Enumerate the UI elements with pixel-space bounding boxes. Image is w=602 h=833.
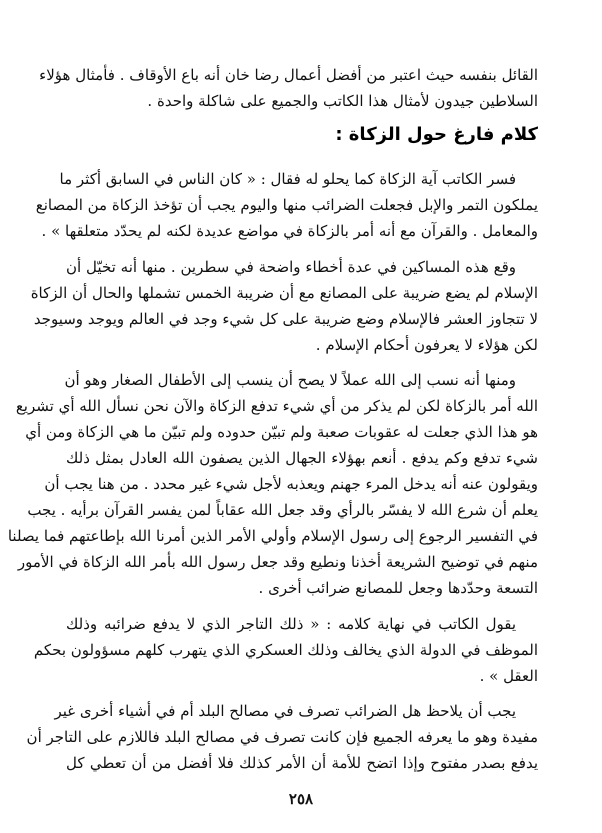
paragraph-3-line: هو هذا الذي جعلت له عقوبات صعبة ولم تبيّن حدوده ولم تبيّن ما هي الزكاة ومن أي xyxy=(25,423,538,441)
paragraph-3-line: ويقولون عنه أنه يدخل المرء جهنم ويعذبه لأجل شيء غير محدد . من هنا يجب أن xyxy=(44,475,538,493)
paragraph-2-line: لكن هؤلاء لا يعرفون أحكام الإسلام . xyxy=(315,336,538,354)
paragraph-5-line: يدفع بصدر مفتوح وإذا اتضح للأمة أن الأمر كذلك فلا أفضل من أن تعطي كل xyxy=(66,754,538,772)
paragraph-3-line: في التفسير الرجوع إلى رسول الإسلام وأولي الأمر الذين أمرنا الله بإطاعتهم فما يصلنا xyxy=(7,527,538,545)
paragraph-5-line: مفيدة وهو ما يعرفه الجميع فإن كانت تصرف في مصالح البلد فاللازم على التاجر أن xyxy=(26,728,538,746)
paragraph-3-line: يعلم أن شرع الله لا يفسّر بالرأي وقد جعل الله عقاباً لمن يفسر القرآن برأيه . يجب xyxy=(27,501,538,519)
paragraph-4-line: الموظف في الدولة الذي يخالف وذلك العسكري الذي يتهرب كلهم مسؤولون بحكم xyxy=(33,641,538,659)
paragraph-2-line: لا تتجاوز العشر فالإسلام وضع ضريبة على كل شيء وجد في العالم ويوجد وسيوجد xyxy=(33,310,538,328)
paragraph-3-line: التسعة وحدّدها وجعل للمصانع ضرائب أخرى . xyxy=(258,579,538,597)
section-heading: كلام فارغ حول الزكاة : xyxy=(335,124,538,145)
paragraph-2-line: وقع هذه المساكين في عدة أخطاء واضحة في سطرين . منها أنه تخيّل أن xyxy=(66,258,516,276)
intro-line: القائل بنفسه حيث اعتبر من أفضل أعمال رضا خان أنه باع الأوقاف . فأمثال هؤلاء xyxy=(39,66,538,84)
paragraph-5-line: يجب أن يلاحظ هل الضرائب تصرف في مصالح البلد أم في أشياء أخرى غير xyxy=(54,702,516,720)
paragraph-3-line: شيء تدفع وكم يدفع . أنعم بهؤلاء الجهال الذين يصفون الله العادل بمثل ذلك xyxy=(66,449,538,467)
paragraph-1-line: فسر الكاتب آية الزكاة كما يحلو له فقال : « كان الناس في السابق أكثر ما xyxy=(59,170,516,188)
intro-line: السلاطين جيدون لأمثال هذا الكاتب والجميع على شاكلة واحدة . xyxy=(147,92,538,110)
paragraph-4-line: يقول الكاتب في نهاية كلامه : « ذلك التاجر الذي لا يدفع ضرائبه وذلك xyxy=(66,615,517,633)
paragraph-4-line: العقل » . xyxy=(479,667,538,685)
paragraph-2-line: الإسلام لم يضع ضريبة على المصانع مع أن ضريبة الخمس تشملها والحال أن الزكاة xyxy=(30,284,538,302)
paragraph-1-line: والمعامل . والقرآن مع أنه أمر بالزكاة في مواضع عديدة لكنه لم يحدّد متعلقها » . xyxy=(41,222,538,240)
page-number: ٢٥٨ xyxy=(288,790,314,808)
paragraph-3-line: منهم في توضيح الشريعة أخذنا ونطيع وقد جعل رسول الله بأمر الله الزكاة في الأمور xyxy=(17,553,538,571)
paragraph-3-line: ومنها أنه نسب إلى الله عملاً لا يصح أن ينسب إلى الأطفال الصغار وهو أن xyxy=(64,371,516,389)
paragraph-1-line: يملكون التمر والإبل فجعلت الضرائب منها واليوم يجب أن تؤخذ الزكاة من المصانع xyxy=(35,196,538,214)
paragraph-3-line: الله أمر بالزكاة لكن لم يذكر من أي شيء تدفع الزكاة والآن نحن نسأل الله أي تشريع xyxy=(15,397,538,415)
